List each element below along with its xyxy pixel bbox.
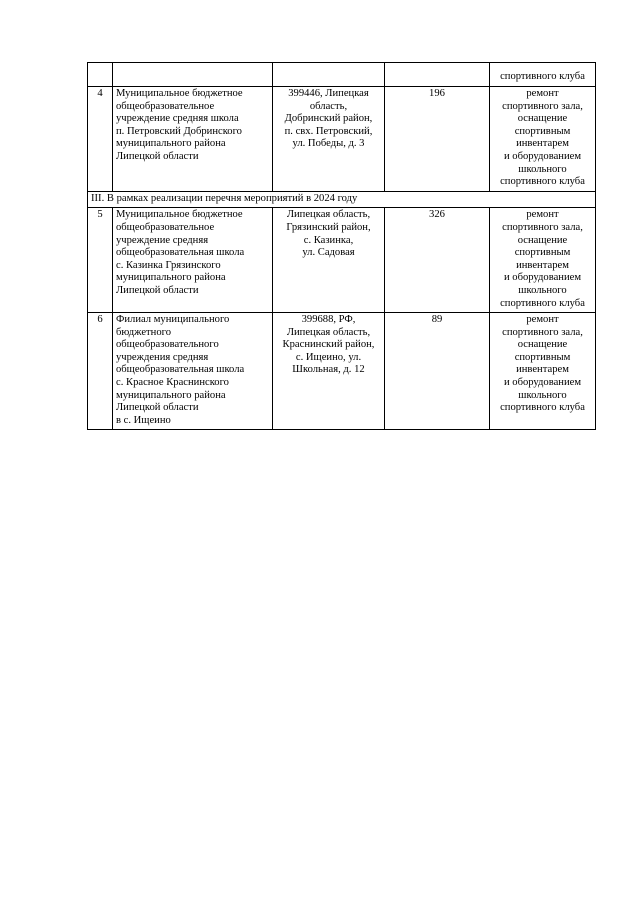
address-cell xyxy=(273,63,385,87)
institution-name-cell xyxy=(113,63,273,87)
institution-name-cell: Муниципальное бюджетное общеобразовательное учреждение средняя школа п. Петровский Добринского муниципального района Липецкой области xyxy=(113,87,273,192)
work-description-cell: ремонт спортивного зала, оснащение спортивным инвентарем и оборудованием школьного спортивного клуба xyxy=(490,313,596,430)
amount-cell: 326 xyxy=(385,208,490,313)
work-description-cell: ремонт спортивного зала, оснащение спортивным инвентарем и оборудованием школьного спортивного клуба xyxy=(490,208,596,313)
row-number-cell xyxy=(88,63,113,87)
table-row xyxy=(88,313,596,430)
institution-name-cell: Филиал муниципального бюджетного общеобразовательного учреждения средняя общеобразовательная школа с. Красное Краснинского муниципального района Липецкой области в с. Ищеино xyxy=(113,313,273,430)
amount-cell: 89 xyxy=(385,313,490,430)
table-row xyxy=(88,87,596,192)
section-row xyxy=(88,191,596,208)
work-description-cell: ремонт спортивного зала, оснащение спортивным инвентарем и оборудованием школьного спортивного клуба xyxy=(490,87,596,192)
table-row xyxy=(88,208,596,313)
document-page xyxy=(87,62,595,430)
address-cell: Липецкая область, Грязинский район, с. Казинка, ул. Садовая xyxy=(273,208,385,313)
amount-cell xyxy=(385,63,490,87)
row-number-cell: 5 xyxy=(88,208,113,313)
section-title: III. В рамках реализации перечня мероприятий в 2024 году xyxy=(88,191,596,208)
row-number-cell: 6 xyxy=(88,313,113,430)
amount-cell: 196 xyxy=(385,87,490,192)
address-cell: 399446, Липецкая область, Добринский район, п. свх. Петровский, ул. Победы, д. 3 xyxy=(273,87,385,192)
row-number-cell: 4 xyxy=(88,87,113,192)
work-description-cell: спортивного клуба xyxy=(490,63,596,87)
address-cell: 399688, РФ, Липецкая область, Краснинский район, с. Ищеино, ул. Школьная, д. 12 xyxy=(273,313,385,430)
institution-name-cell: Муниципальное бюджетное общеобразовательное учреждение средняя общеобразовательная школа с. Казинка Грязинского муниципального района Липецкой области xyxy=(113,208,273,313)
objects-table xyxy=(87,62,596,430)
table-row xyxy=(88,63,596,87)
